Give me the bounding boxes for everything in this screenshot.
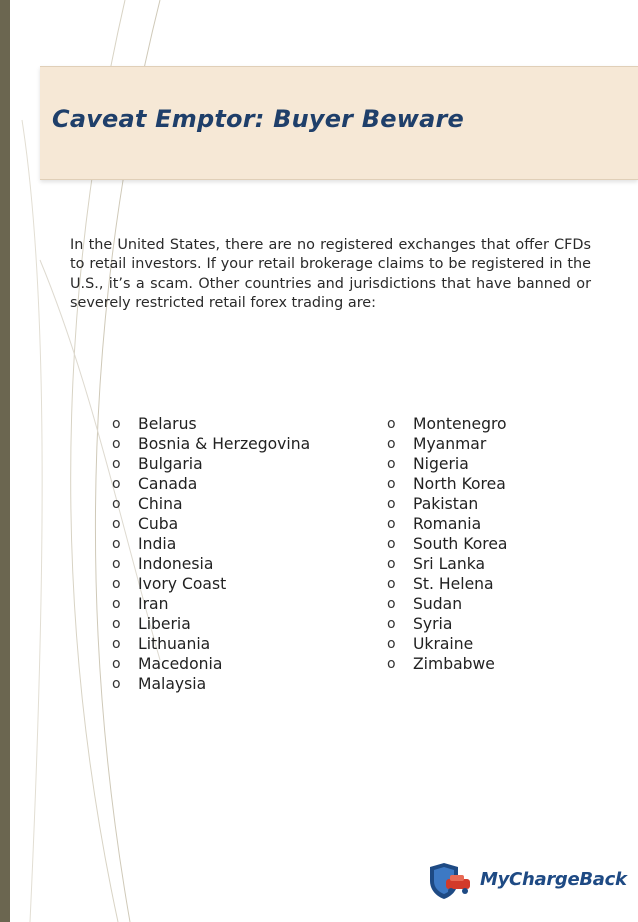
country-name: Cuba [138, 515, 179, 533]
bullet-icon: o [112, 596, 121, 612]
country-name: Romania [413, 515, 482, 533]
bullet-icon: o [112, 436, 121, 452]
bullet-icon: o [387, 516, 396, 532]
country-name: Pakistan [413, 495, 479, 513]
country-name: Belarus [138, 415, 197, 433]
country-name: China [138, 495, 183, 513]
country-name: Malaysia [138, 675, 207, 693]
bullet-icon: o [387, 416, 396, 432]
bullet-icon: o [112, 496, 121, 512]
bullet-icon: o [112, 556, 121, 572]
country-name: Ukraine [413, 635, 474, 653]
country-name: South Korea [413, 535, 508, 553]
bullet-icon: o [387, 496, 396, 512]
mychargeback-logo [428, 861, 628, 901]
bullet-icon: o [112, 536, 121, 552]
country-name: North Korea [413, 475, 506, 493]
country-name: Indonesia [138, 555, 214, 573]
country-name: Sudan [413, 595, 463, 613]
bullet-icon: o [387, 456, 396, 472]
bullet-icon: o [112, 576, 121, 592]
bullet-icon: o [387, 596, 396, 612]
country-name: Canada [138, 475, 198, 493]
country-name: Lithuania [138, 635, 211, 653]
bullet-icon: o [112, 456, 121, 472]
bullet-icon: o [387, 636, 396, 652]
title-banner [40, 66, 638, 180]
country-name: Ivory Coast [138, 575, 227, 593]
country-name: Montenegro [413, 415, 507, 433]
bullet-icon: o [112, 616, 121, 632]
bullet-icon: o [387, 556, 396, 572]
bullet-icon: o [387, 616, 396, 632]
bullet-icon: o [387, 476, 396, 492]
shield-car-icon [428, 861, 474, 901]
bullet-icon: o [112, 676, 121, 692]
logo-text: MyChargeBack [480, 869, 627, 890]
bullet-icon: o [112, 516, 121, 532]
bullet-icon: o [112, 636, 121, 652]
country-name: Iran [138, 595, 169, 613]
country-name: Macedonia [138, 655, 223, 673]
country-name: India [138, 535, 177, 553]
left-accent-bar [0, 0, 10, 922]
country-name: Liberia [138, 615, 191, 633]
bullet-icon: o [387, 436, 396, 452]
intro-paragraph: In the United States, there are no registered exchanges that offer CFDs to retail investors. If your retail brokerage claims to be registered in the U.S., it’s a scam. Other countries and jurisdictions that have banned or severely restricted retail forex trading are: [70, 237, 591, 311]
bullet-icon: o [387, 656, 396, 672]
bullet-icon: o [112, 656, 121, 672]
country-name: Myanmar [413, 435, 487, 453]
bullet-icon: o [387, 576, 396, 592]
country-name: Syria [413, 615, 453, 633]
country-name: Nigeria [413, 455, 469, 473]
bullet-icon: o [112, 416, 121, 432]
country-name: St. Helena [413, 575, 494, 593]
bullet-icon: o [112, 476, 121, 492]
bullet-icon: o [387, 536, 396, 552]
page-title: Caveat Emptor: Buyer Beware [52, 105, 465, 133]
country-name: Bosnia & Herzegovina [138, 435, 311, 453]
country-name: Bulgaria [138, 455, 203, 473]
country-name: Sri Lanka [413, 555, 486, 573]
country-name: Zimbabwe [413, 655, 495, 673]
